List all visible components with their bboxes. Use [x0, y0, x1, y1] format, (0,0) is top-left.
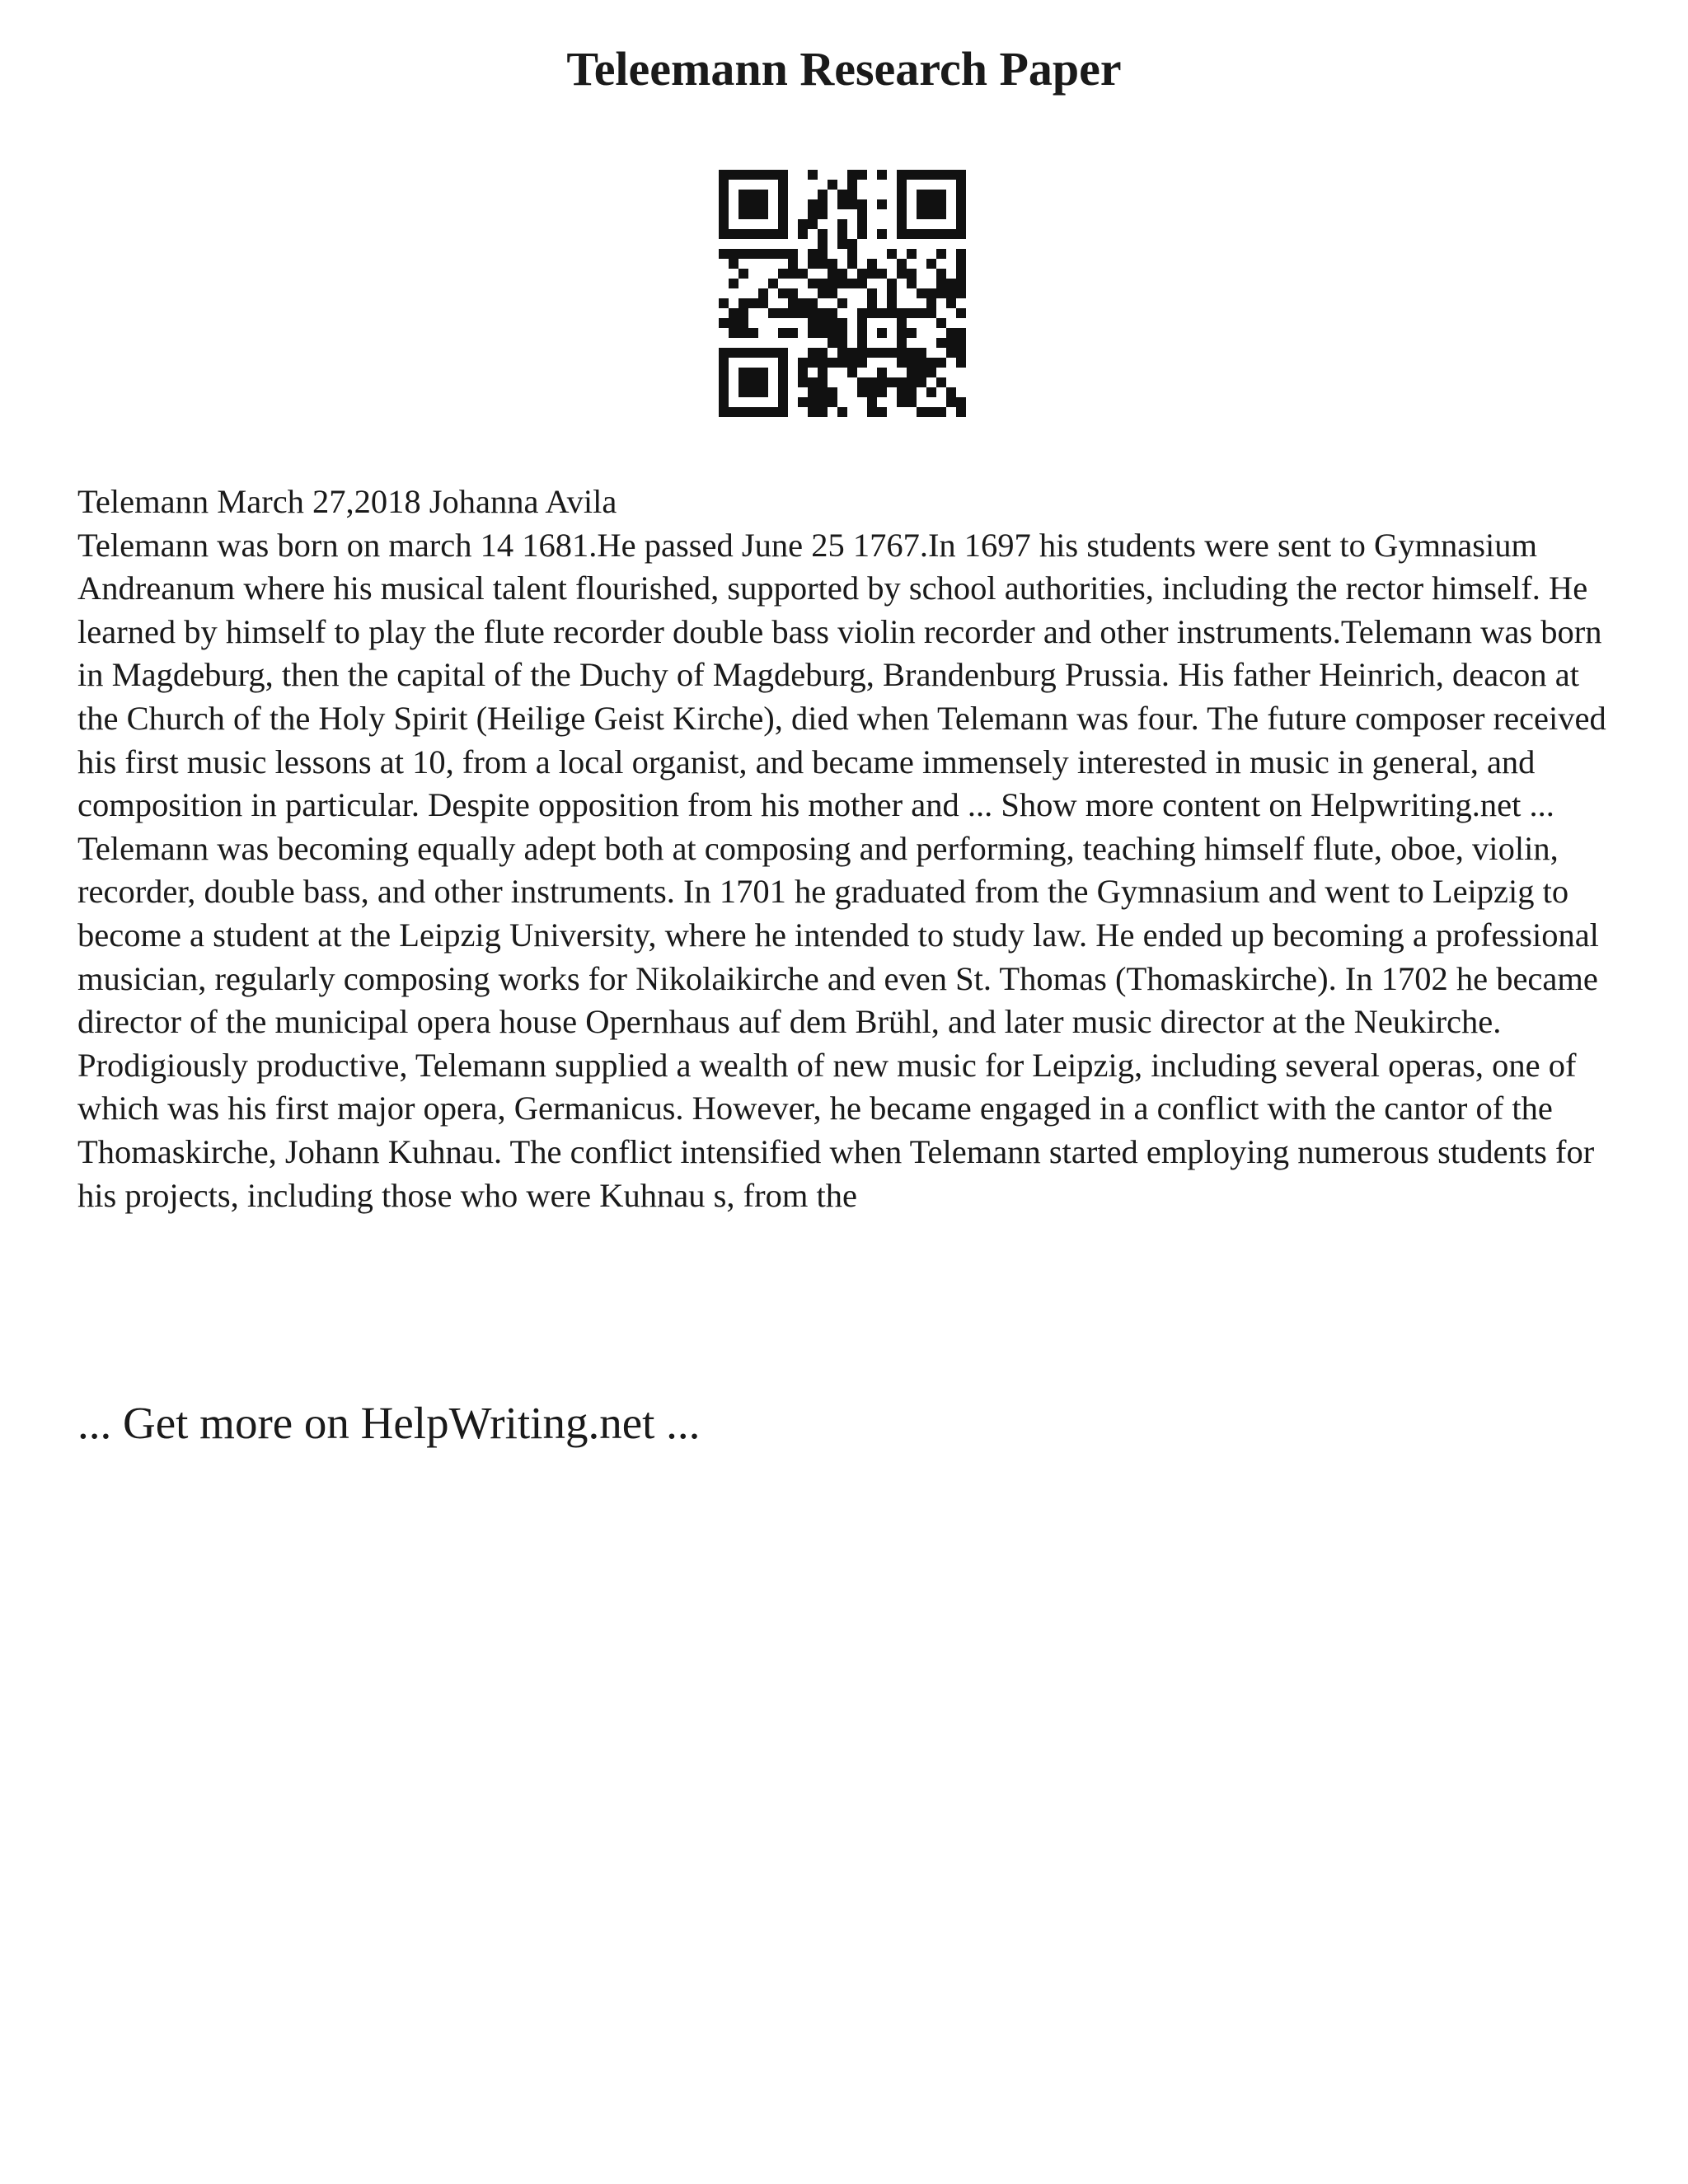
paragraph-2: Telemann was becoming equally adept both at composing and performing, teaching himself flute, oboe, violin, recorder, double bass, and other instruments. In 1701 he graduated from the Gymnasium and went to Leipzig to become a student at the Leipzig University, where he intended to study law. He ended up becoming a professional musician, regularly composing works for Nikolaikirche and even St. Thomas (Thomaskirche). In 1702 he became director of the municipal opera house Opernhaus auf dem Brühl, and later music director at the Neukirche. Prodigiously productive, Telemann supplied a wealth of new music for Leipzig, including several operas, one of which was his first major opera, Germanicus. However, he became engaged in a conflict with the cantor of the Thomaskirche, Johann Kuhnau. The conflict intensified when Telemann started employing numerous students for his projects, including those who were Kuhnau s, from the	[77, 829, 1599, 1214]
qr-code-icon	[719, 170, 966, 417]
get-more-link[interactable]: ... Get more on HelpWriting.net ...	[77, 1398, 701, 1448]
byline: Telemann March 27,2018 Johanna Avila	[77, 483, 617, 520]
article-body	[77, 480, 1627, 1217]
page-title: Teleemann Research Paper	[566, 42, 1122, 96]
paragraph-1: Telemann was born on march 14 1681.He passed June 25 1767.In 1697 his students were sent to Gymnasium Andreanum where his musical talent flourished, supported by school authorities, including the rector himself. He learned by himself to play the flute recorder double bass violin recorder and other instruments.Telemann was born in Magdeburg, then the capital of the Duchy of Magdeburg, Brandenburg Prussia. His father Heinrich, deacon at the Church of the Holy Spirit (Heilige Geist Kirche), died when Telemann was four. The future composer received his first music lessons at 10, from a local organist, and became immensely interested in music in general, and composition in particular. Despite opposition from his mother and ... Show more content on Helpwriting.net ...	[77, 526, 1606, 824]
